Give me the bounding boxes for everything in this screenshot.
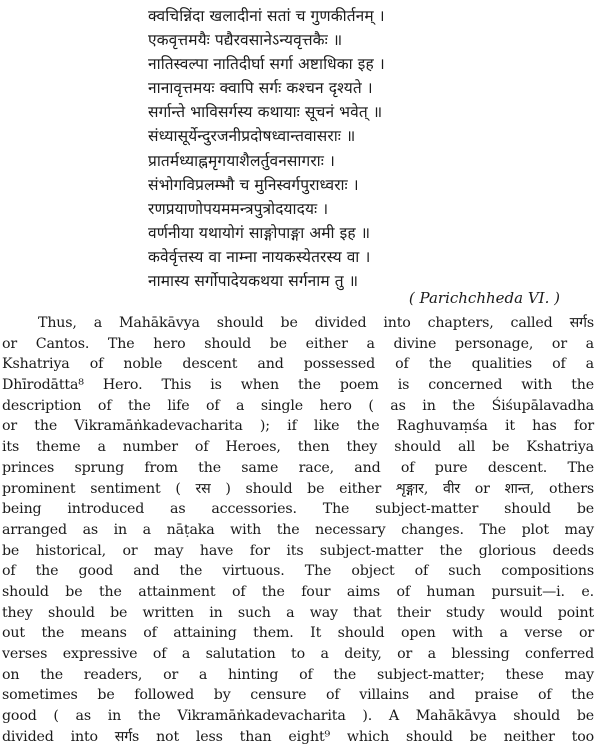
paragraph-line: sometimes be followed by censure of villains and praise of the [2,687,594,704]
paragraph-line: Thus, a Mahākāvya should be divided into chapters, called सर्गs [38,315,594,331]
verse-line: संध्यासूर्येन्दुरजनीप्रदोषध्वान्तवासराः ॥ [148,127,356,146]
verse-line: प्रातर्मध्याह्नमृगयाशैलर्तुवनसागराः । [148,151,335,170]
sanskrit-verse-block [148,4,588,293]
paragraph-line: verses expressive of a salutation to a deity, or a blessing conferred [2,646,594,662]
source-citation: ( Parichchheda VI. ) [408,289,560,307]
verse-line: नातिस्वल्पा नातिदीर्घा सर्गा अष्टाधिका इह । [148,55,385,74]
verse-line: संभोगविप्रलम्भौ च मुनिस्वर्गपुराध्वराः । [148,175,359,194]
paragraph-line: or Cantos. The hero should be either a divine personage, or a [2,335,594,352]
verse-line: नानावृत्तमयः क्वापि सर्गः कश्चन दृश्यते । [148,79,373,98]
paragraph-line: description of the life of a single hero ( as in the Śiśupālavadha [2,397,594,414]
verse-line: रणप्रयाणोपयममन्त्रपुत्रोदयादयः । [148,199,329,218]
paragraph-line: prominent sentiment ( रस ) should be either शृङ्गार, वीर or शान्त, others [2,480,594,497]
paragraph-line: of the good and the virtuous. The object of such compositions [2,563,594,580]
paragraph-line: should be the attainment of the four aims of human pursuit—i. e. [2,583,594,600]
paragraph-line: divided into सर्गs not less than eight⁹ which should be neither too [2,728,594,745]
verse-line: एकवृत्तमयैः पद्यैरवसानेऽन्यवृत्तकैः ॥ [148,31,343,50]
paragraph-line: be historical, or may have for its subject-matter the glorious deeds [2,542,594,559]
paragraph-line: on the readers, or a hinting of the subject-matter; these may [2,666,594,683]
paragraph-line: its theme a number of Heroes, then they should all be Kshatriya [2,439,594,456]
commentary-paragraph [2,313,594,747]
verse-line: वर्णनीया यथायोगं साङ्गोपाङ्गा अमी इह ॥ [148,223,371,242]
paragraph-line: out the means of attaining them. It should open with a verse or [2,625,594,642]
verse-line: नामास्य सर्गोपादेयकथया सर्गनाम तु ॥ [148,272,359,291]
paragraph-line: Dhīrodātta⁸ Hero. This is when the poem is concerned with the [2,377,594,394]
paragraph-line: being introduced as accessories. The subject-matter should be [2,501,594,518]
paragraph-line: or the Vikramāṅkadevacharita ); if like the Raghuvaṃśa it has for [2,418,594,435]
paragraph-line: Kshatriya of noble descent and possessed of the qualities of a [2,356,594,373]
paragraph-line: arranged as in a nāṭaka with the necessary changes. The plot may [2,521,594,538]
paragraph-line: good ( as in the Vikramāṅkadevacharita ). A Mahākāvya should be [2,708,594,725]
verse-line: कवेर्वृत्तस्य वा नाम्ना नायकस्येतरस्य वा । [148,247,371,266]
paragraph-line: princes sprung from the same race, and of pure descent. The [2,459,594,476]
paragraph-line: they should be written in such a way that their study would point [2,604,594,621]
verse-line: सर्गान्ते भाविसर्गस्य कथायाः सूचनं भवेत् ॥ [148,103,383,122]
verse-line: क्वचिन्निंदा खलादीनां सतां च गुणकीर्तनम् । [148,7,385,25]
